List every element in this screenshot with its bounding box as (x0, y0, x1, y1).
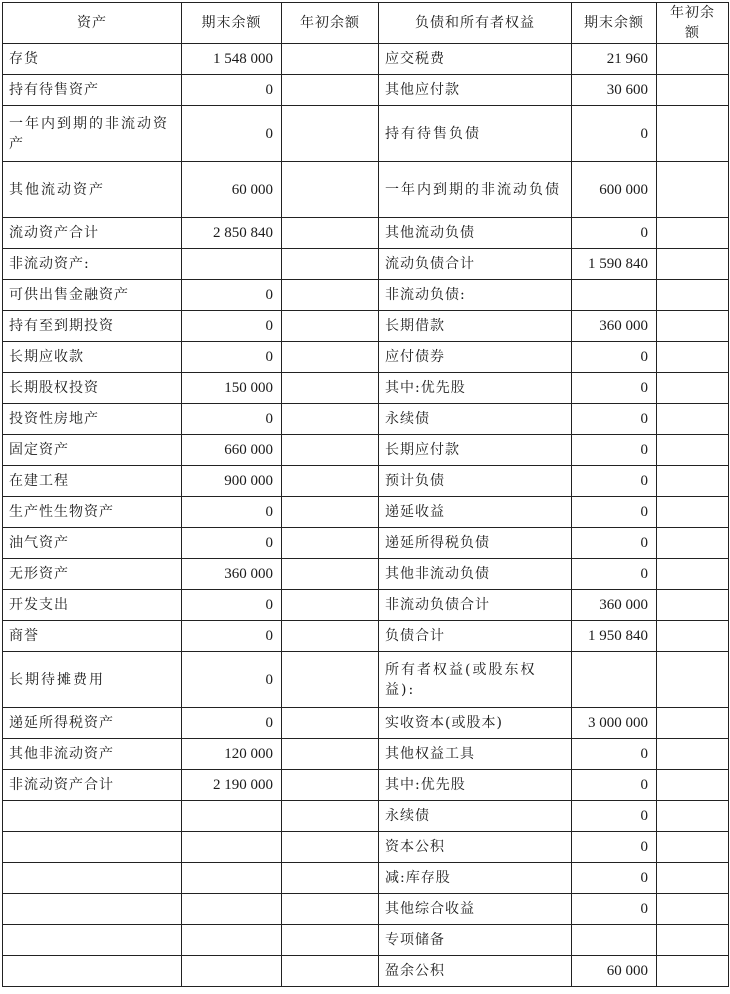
liab-end-balance-cell (572, 652, 657, 708)
asset-end-balance-cell (182, 894, 282, 925)
liab-end-balance-cell: 0 (572, 832, 657, 863)
asset-name-cell: 长期应收款 (3, 342, 182, 373)
asset-name-cell: 递延所得税资产 (3, 708, 182, 739)
asset-begin-balance-cell (282, 801, 379, 832)
liab-equity-name-cell: 专项储备 (379, 925, 572, 956)
liab-end-balance-cell: 60 000 (572, 956, 657, 987)
asset-end-balance-cell: 0 (182, 280, 282, 311)
liab-end-balance-cell: 0 (572, 801, 657, 832)
asset-end-balance-cell: 0 (182, 497, 282, 528)
table-row (3, 404, 729, 435)
liab-equity-name-cell: 其中:优先股 (379, 770, 572, 801)
asset-name-cell: 持有待售资产 (3, 75, 182, 106)
asset-end-balance-cell (182, 832, 282, 863)
asset-end-balance-cell: 360 000 (182, 559, 282, 590)
asset-name-cell: 商誉 (3, 621, 182, 652)
header-asset-end-balance: 期末余额 (182, 3, 282, 44)
balance-sheet-table (2, 2, 729, 987)
asset-begin-balance-cell (282, 925, 379, 956)
table-row (3, 218, 729, 249)
asset-name-cell: 开发支出 (3, 590, 182, 621)
table-row (3, 621, 729, 652)
liab-begin-balance-cell (657, 466, 729, 497)
table-row (3, 249, 729, 280)
asset-name-cell: 其他非流动资产 (3, 739, 182, 770)
asset-name-cell (3, 863, 182, 894)
asset-name-cell: 生产性生物资产 (3, 497, 182, 528)
liab-end-balance-cell: 0 (572, 863, 657, 894)
table-row (3, 75, 729, 106)
liab-end-balance-cell: 1 950 840 (572, 621, 657, 652)
asset-name-cell: 持有至到期投资 (3, 311, 182, 342)
table-row (3, 708, 729, 739)
liab-begin-balance-cell (657, 75, 729, 106)
asset-begin-balance-cell (282, 708, 379, 739)
asset-begin-balance-cell (282, 621, 379, 652)
liab-equity-name-cell: 所有者权益(或股东权益): (379, 652, 572, 708)
liab-end-balance-cell: 0 (572, 559, 657, 590)
asset-name-cell: 固定资产 (3, 435, 182, 466)
asset-name-cell (3, 832, 182, 863)
asset-begin-balance-cell (282, 863, 379, 894)
table-row (3, 280, 729, 311)
liab-equity-name-cell: 永续债 (379, 801, 572, 832)
liab-begin-balance-cell (657, 435, 729, 466)
table-row (3, 435, 729, 466)
asset-begin-balance-cell (282, 280, 379, 311)
liab-equity-name-cell: 持有待售负债 (379, 106, 572, 162)
asset-begin-balance-cell (282, 311, 379, 342)
asset-name-cell: 投资性房地产 (3, 404, 182, 435)
liab-equity-name-cell: 永续债 (379, 404, 572, 435)
asset-begin-balance-cell (282, 342, 379, 373)
table-row (3, 497, 729, 528)
asset-end-balance-cell (182, 956, 282, 987)
table-row (3, 559, 729, 590)
liab-begin-balance-cell (657, 106, 729, 162)
asset-begin-balance-cell (282, 497, 379, 528)
liab-begin-balance-cell (657, 497, 729, 528)
asset-end-balance-cell: 660 000 (182, 435, 282, 466)
liab-equity-name-cell: 其他非流动负债 (379, 559, 572, 590)
asset-end-balance-cell: 60 000 (182, 162, 282, 218)
liab-begin-balance-cell (657, 342, 729, 373)
asset-end-balance-cell: 2 190 000 (182, 770, 282, 801)
asset-end-balance-cell (182, 249, 282, 280)
liab-begin-balance-cell (657, 373, 729, 404)
table-row (3, 739, 729, 770)
liab-end-balance-cell: 21 960 (572, 44, 657, 75)
asset-begin-balance-cell (282, 590, 379, 621)
asset-end-balance-cell: 0 (182, 652, 282, 708)
asset-end-balance-cell: 900 000 (182, 466, 282, 497)
liab-end-balance-cell: 360 000 (572, 590, 657, 621)
asset-begin-balance-cell (282, 404, 379, 435)
asset-end-balance-cell: 0 (182, 590, 282, 621)
liab-equity-name-cell: 其他综合收益 (379, 894, 572, 925)
table-row (3, 373, 729, 404)
table-row (3, 801, 729, 832)
asset-begin-balance-cell (282, 652, 379, 708)
table-row (3, 528, 729, 559)
liab-end-balance-cell (572, 280, 657, 311)
liab-equity-name-cell: 其中:优先股 (379, 373, 572, 404)
header-liab-begin-balance: 年初余额 (657, 3, 729, 44)
liab-begin-balance-cell (657, 956, 729, 987)
liab-end-balance-cell: 0 (572, 739, 657, 770)
liab-begin-balance-cell (657, 590, 729, 621)
asset-end-balance-cell: 1 548 000 (182, 44, 282, 75)
liab-equity-name-cell: 其他应付款 (379, 75, 572, 106)
asset-end-balance-cell (182, 863, 282, 894)
asset-end-balance-cell (182, 925, 282, 956)
asset-name-cell: 非流动资产: (3, 249, 182, 280)
asset-begin-balance-cell (282, 894, 379, 925)
header-liab-end-balance: 期末余额 (572, 3, 657, 44)
asset-end-balance-cell: 0 (182, 404, 282, 435)
liab-equity-name-cell: 长期借款 (379, 311, 572, 342)
table-row (3, 590, 729, 621)
asset-name-cell: 油气资产 (3, 528, 182, 559)
liab-begin-balance-cell (657, 559, 729, 590)
asset-begin-balance-cell (282, 770, 379, 801)
asset-begin-balance-cell (282, 832, 379, 863)
header-row (3, 3, 729, 44)
liab-equity-name-cell: 负债合计 (379, 621, 572, 652)
asset-name-cell: 流动资产合计 (3, 218, 182, 249)
liab-equity-name-cell: 其他权益工具 (379, 739, 572, 770)
asset-name-cell: 长期待摊费用 (3, 652, 182, 708)
asset-begin-balance-cell (282, 739, 379, 770)
asset-begin-balance-cell (282, 75, 379, 106)
header-liabilities-equity: 负债和所有者权益 (379, 3, 572, 44)
liab-begin-balance-cell (657, 863, 729, 894)
liab-begin-balance-cell (657, 528, 729, 559)
asset-name-cell: 无形资产 (3, 559, 182, 590)
liab-equity-name-cell: 非流动负债合计 (379, 590, 572, 621)
liab-end-balance-cell: 0 (572, 497, 657, 528)
table-row (3, 311, 729, 342)
table-row (3, 652, 729, 708)
asset-name-cell: 一年内到期的非流动资产 (3, 106, 182, 162)
liab-equity-name-cell: 流动负债合计 (379, 249, 572, 280)
asset-begin-balance-cell (282, 373, 379, 404)
asset-begin-balance-cell (282, 106, 379, 162)
asset-end-balance-cell: 0 (182, 342, 282, 373)
liab-equity-name-cell: 盈余公积 (379, 956, 572, 987)
liab-equity-name-cell: 预计负债 (379, 466, 572, 497)
asset-begin-balance-cell (282, 466, 379, 497)
asset-name-cell (3, 801, 182, 832)
liab-begin-balance-cell (657, 44, 729, 75)
table-row (3, 925, 729, 956)
asset-name-cell: 存货 (3, 44, 182, 75)
table-row (3, 106, 729, 162)
liab-equity-name-cell: 应交税费 (379, 44, 572, 75)
liab-begin-balance-cell (657, 708, 729, 739)
asset-end-balance-cell: 2 850 840 (182, 218, 282, 249)
header-asset: 资产 (3, 3, 182, 44)
liab-begin-balance-cell (657, 652, 729, 708)
asset-name-cell: 非流动资产合计 (3, 770, 182, 801)
liab-end-balance-cell: 0 (572, 218, 657, 249)
asset-end-balance-cell: 0 (182, 708, 282, 739)
liab-begin-balance-cell (657, 894, 729, 925)
asset-name-cell: 其他流动资产 (3, 162, 182, 218)
asset-begin-balance-cell (282, 44, 379, 75)
asset-end-balance-cell: 0 (182, 621, 282, 652)
table-row (3, 44, 729, 75)
table-row (3, 863, 729, 894)
asset-name-cell: 长期股权投资 (3, 373, 182, 404)
asset-name-cell (3, 925, 182, 956)
liab-equity-name-cell: 实收资本(或股本) (379, 708, 572, 739)
liab-begin-balance-cell (657, 311, 729, 342)
liab-equity-name-cell: 递延收益 (379, 497, 572, 528)
table-row (3, 770, 729, 801)
liab-end-balance-cell (572, 925, 657, 956)
asset-begin-balance-cell (282, 218, 379, 249)
liab-end-balance-cell: 600 000 (572, 162, 657, 218)
liab-end-balance-cell: 1 590 840 (572, 249, 657, 280)
asset-begin-balance-cell (282, 249, 379, 280)
liab-begin-balance-cell (657, 739, 729, 770)
liab-begin-balance-cell (657, 770, 729, 801)
asset-name-cell: 在建工程 (3, 466, 182, 497)
liab-begin-balance-cell (657, 801, 729, 832)
asset-end-balance-cell: 0 (182, 311, 282, 342)
liab-end-balance-cell: 360 000 (572, 311, 657, 342)
asset-begin-balance-cell (282, 528, 379, 559)
asset-end-balance-cell: 150 000 (182, 373, 282, 404)
table-body (3, 44, 729, 987)
liab-begin-balance-cell (657, 404, 729, 435)
liab-equity-name-cell: 递延所得税负债 (379, 528, 572, 559)
liab-end-balance-cell: 0 (572, 342, 657, 373)
asset-name-cell (3, 956, 182, 987)
liab-end-balance-cell: 0 (572, 466, 657, 497)
liab-equity-name-cell: 长期应付款 (379, 435, 572, 466)
liab-begin-balance-cell (657, 162, 729, 218)
liab-begin-balance-cell (657, 280, 729, 311)
liab-end-balance-cell: 0 (572, 435, 657, 466)
liab-end-balance-cell: 30 600 (572, 75, 657, 106)
asset-begin-balance-cell (282, 559, 379, 590)
asset-end-balance-cell: 0 (182, 106, 282, 162)
liab-end-balance-cell: 0 (572, 770, 657, 801)
asset-end-balance-cell: 120 000 (182, 739, 282, 770)
liab-equity-name-cell: 减:库存股 (379, 863, 572, 894)
table-row (3, 832, 729, 863)
liab-equity-name-cell: 非流动负债: (379, 280, 572, 311)
header-asset-begin-balance: 年初余额 (282, 3, 379, 44)
table-row (3, 162, 729, 218)
asset-begin-balance-cell (282, 435, 379, 466)
table-row (3, 894, 729, 925)
liab-equity-name-cell: 其他流动负债 (379, 218, 572, 249)
liab-end-balance-cell: 0 (572, 404, 657, 435)
table-row (3, 342, 729, 373)
balance-sheet-page (2, 2, 728, 987)
asset-name-cell: 可供出售金融资产 (3, 280, 182, 311)
liab-equity-name-cell: 应付债券 (379, 342, 572, 373)
liab-end-balance-cell: 0 (572, 528, 657, 559)
asset-end-balance-cell (182, 801, 282, 832)
liab-begin-balance-cell (657, 832, 729, 863)
liab-begin-balance-cell (657, 218, 729, 249)
liab-begin-balance-cell (657, 621, 729, 652)
asset-end-balance-cell: 0 (182, 75, 282, 106)
liab-end-balance-cell: 0 (572, 373, 657, 404)
liab-begin-balance-cell (657, 925, 729, 956)
liab-equity-name-cell: 一年内到期的非流动负债 (379, 162, 572, 218)
liab-end-balance-cell: 0 (572, 894, 657, 925)
liab-equity-name-cell: 资本公积 (379, 832, 572, 863)
liab-end-balance-cell: 3 000 000 (572, 708, 657, 739)
asset-name-cell (3, 894, 182, 925)
asset-begin-balance-cell (282, 162, 379, 218)
asset-begin-balance-cell (282, 956, 379, 987)
asset-end-balance-cell: 0 (182, 528, 282, 559)
table-row (3, 466, 729, 497)
liab-end-balance-cell: 0 (572, 106, 657, 162)
table-row (3, 956, 729, 987)
liab-begin-balance-cell (657, 249, 729, 280)
